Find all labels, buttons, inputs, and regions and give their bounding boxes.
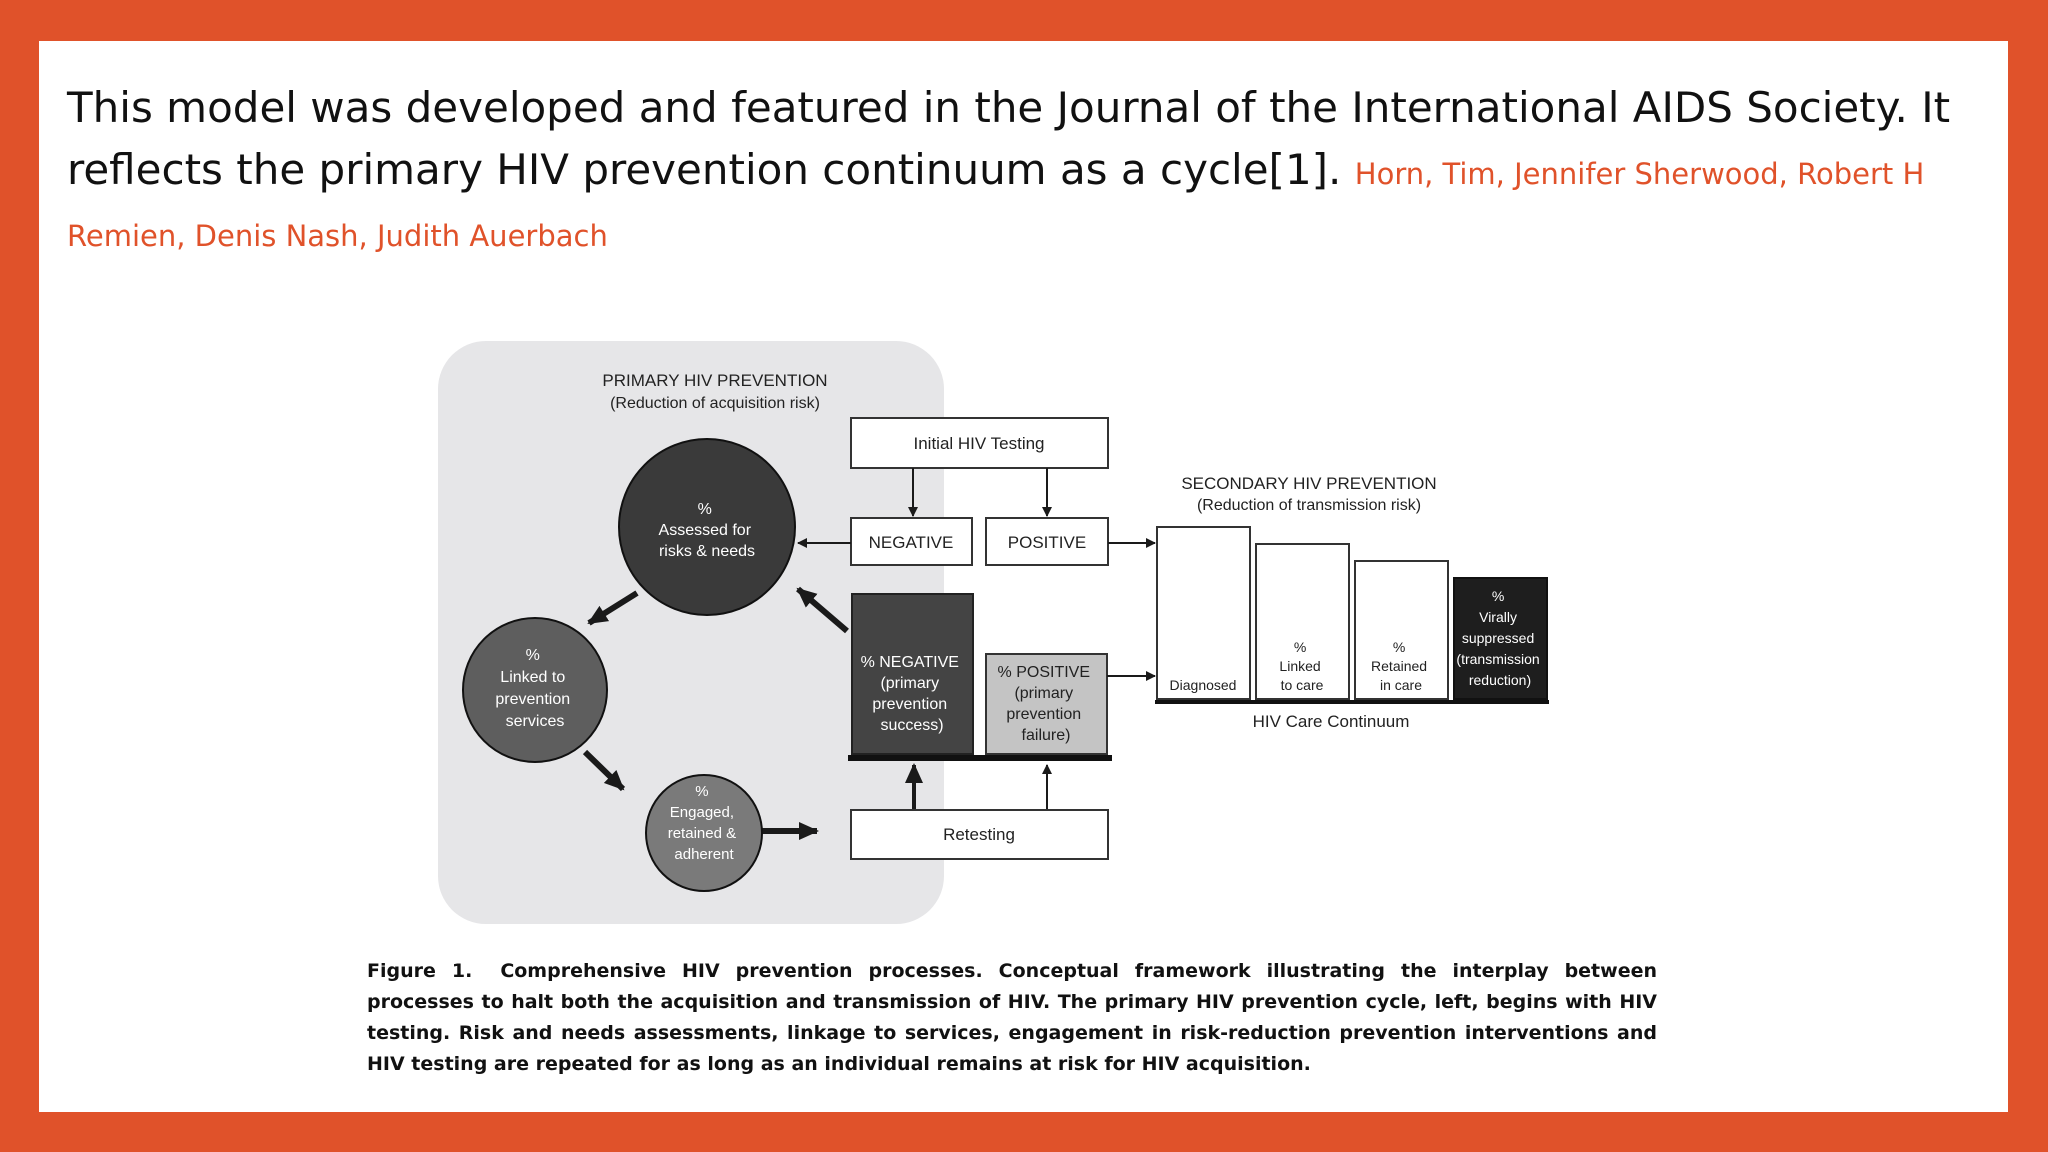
pct-negative-label: % NEGATIVE (primary prevention success) xyxy=(860,654,959,734)
secondary-prevention-subtitle: (Reduction of transmission risk) xyxy=(1196,497,1422,514)
care-continuum-label: HIV Care Continuum xyxy=(1252,712,1410,731)
linked-circle xyxy=(463,618,607,762)
testing-baseline-bar xyxy=(848,755,1112,761)
caption-label: Figure 1. xyxy=(367,960,473,982)
negative-label: NEGATIVE xyxy=(868,533,954,552)
care-continuum-baseline xyxy=(1155,700,1549,704)
linked-label: % Linked to prevention services xyxy=(495,647,571,730)
assessed-label: % Assessed for risks & needs xyxy=(658,501,756,560)
slide-canvas xyxy=(39,41,2008,1112)
caption-text: Comprehensive HIV prevention processes. Conceptual framework illustrating the interplay between processes to halt both the acquisition and transmission of HIV. The primary HIV prevention cycle, left, begins with HIV testing. Risk and needs assessments, linkage to services, engagement in risk-reduction prevention interventions and HIV testing are repeated for as long as an individual remains at risk for HIV acquisition. xyxy=(367,960,1657,1075)
hiv-prevention-diagram xyxy=(39,41,2008,1112)
linked-to-care-label: % Linked to care xyxy=(1279,639,1324,693)
pct-positive-label: % POSITIVE (primary prevention failure) xyxy=(997,664,1091,744)
retesting-label: Retesting xyxy=(943,825,1015,844)
diagnosed-label: Diagnosed xyxy=(1169,677,1237,693)
citation-text: Horn, Tim, Jennifer Sherwood, Robert H Remien, Denis Nash, Judith Auerbach xyxy=(67,157,1925,253)
heading-text: This model was developed and featured in the Journal of the International AIDS Society. It reflects the primary HIV prevention continuum as a cycle[1]. xyxy=(67,83,1951,194)
positive-label: POSITIVE xyxy=(1007,533,1087,552)
linked-to-care-bar xyxy=(1256,544,1349,699)
engaged-label: % Engaged, retained & adherent xyxy=(667,783,737,863)
primary-prevention-subtitle: (Reduction of acquisition risk) xyxy=(610,395,820,412)
initial-testing-label: Initial HIV Testing xyxy=(913,434,1045,453)
diagnosed-bar xyxy=(1157,527,1250,699)
secondary-prevention-title: SECONDARY HIV PREVENTION xyxy=(1181,474,1437,493)
retained-in-care-label: % Retained in care xyxy=(1371,639,1428,693)
virally-suppressed-label: % Virally suppressed (transmission reduction) xyxy=(1456,588,1540,688)
figure-caption xyxy=(367,956,1657,1080)
primary-prevention-title: PRIMARY HIV PREVENTION xyxy=(602,371,828,390)
